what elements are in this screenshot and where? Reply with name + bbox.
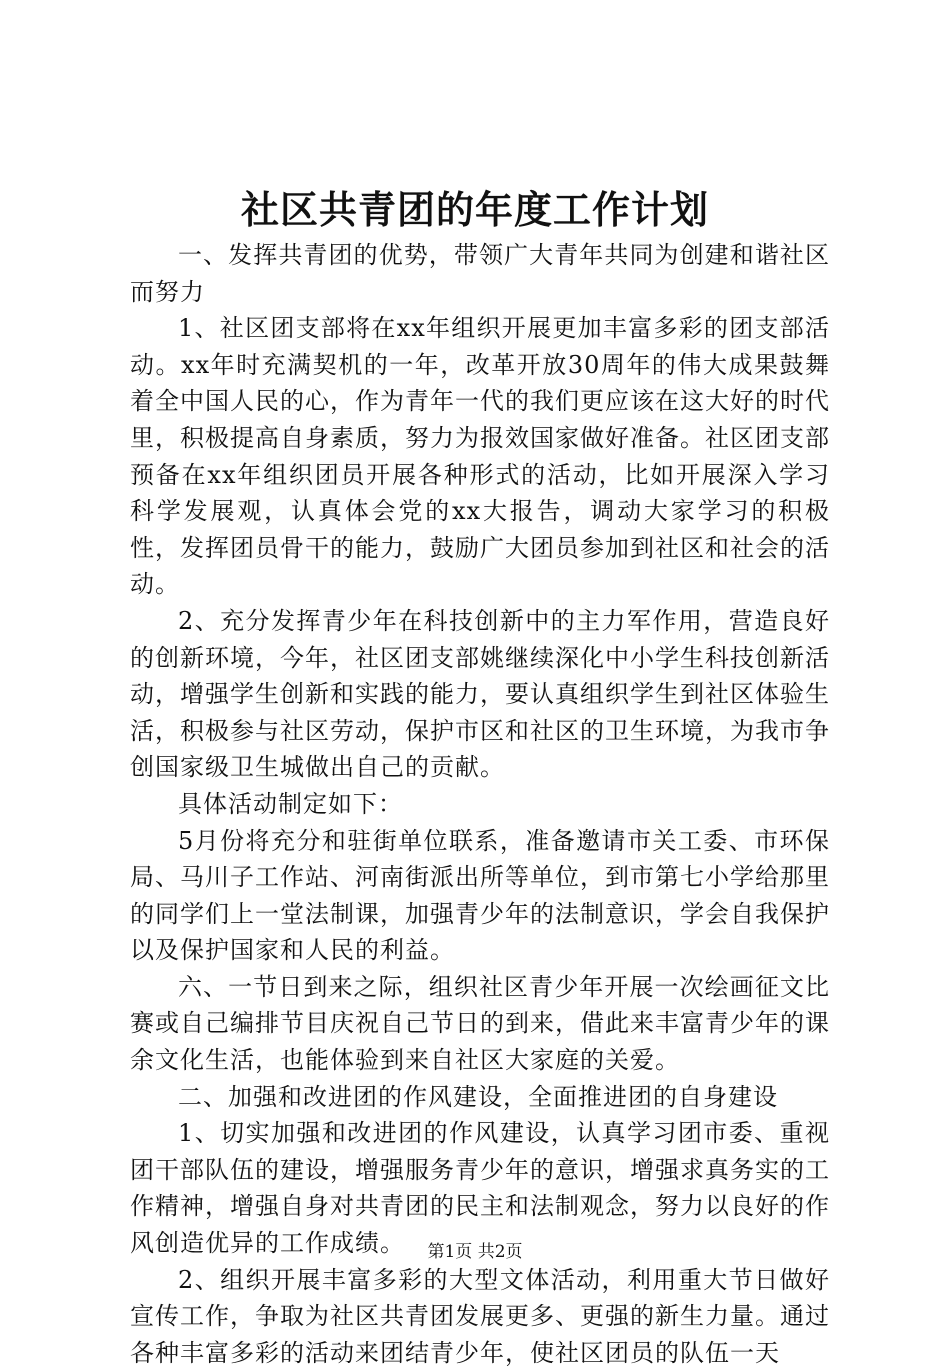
paragraph-section-2-heading: 二、加强和改进团的作风建设，全面推进团的自身建设: [178, 1082, 778, 1111]
document-body: [130, 237, 830, 1371]
paragraph-may-activity: 5月份将充分和驻街单位联系，准备邀请市关工委、市环保局、马川子工作站、河南街派出所等单位，到市第七小学给那里的同学们上一堂法制课，加强青少年的法制意识，学会自我保护以及保护国家和人民的利益。: [130, 826, 830, 965]
paragraph-section-2-item-1: 1、切实加强和改进团的作风建设，认真学习团市委、重视团干部队伍的建设，增强服务青少年的意识，增强求真务实的工作精神，增强自身对共青团的民主和法制观念，努力以良好的作风创造优异的工作成绩。: [130, 1119, 830, 1258]
paragraph-section-2-item-2: 2、组织开展丰富多彩的大型文体活动，利用重大节日做好宣传工作，争取为社区共青团发展更多、更强的新生力量。通过各种丰富多彩的活动来团结青少年，使社区团员的队伍一天: [130, 1265, 830, 1367]
page-footer: 第1页 共2页: [427, 1242, 523, 1262]
paragraph-item-2: 2、充分发挥青少年在科技创新中的主力军作用，营造良好的创新环境，今年，社区团支部姚继续深化中小学生科技创新活动，增强学生创新和实践的能力，要认真组织学生到社区体验生活，积极参与社区劳动，保护市区和社区的卫生环境，为我市争创国家级卫生城做出自己的贡献。: [130, 606, 830, 782]
paragraph-section-1-heading: 一、发挥共青团的优势，带领广大青年共同为创建和谐社区而努力: [130, 241, 830, 306]
paragraph-activities-intro: 具体活动制定如下：: [178, 789, 403, 818]
document-title: 社区共青团的年度工作计划: [240, 187, 709, 232]
paragraph-june-activity: 六、一节日到来之际，组织社区青少年开展一次绘画征文比赛或自己编排节目庆祝自己节日的到来，借此来丰富青少年的课余文化生活，也能体验到来自社区大家庭的关爱。: [130, 972, 830, 1075]
paragraph-item-1: 1、社区团支部将在xx年组织开展更加丰富多彩的团支部活动。xx年时充满契机的一年，改革开放30周年的伟大成果鼓舞着全中国人民的心，作为青年一代的我们更应该在这大好的时代里，积极提高自身素质，努力为报效国家做好准备。社区团支部预备在xx年组织团员开展各种形式的活动，比如开展深入学习科学发展观，认真体会党的xx大报告，调动大家学习的积极性，发挥团员骨干的能力，鼓励广大团员参加到社区和社会的活动。: [130, 314, 830, 599]
